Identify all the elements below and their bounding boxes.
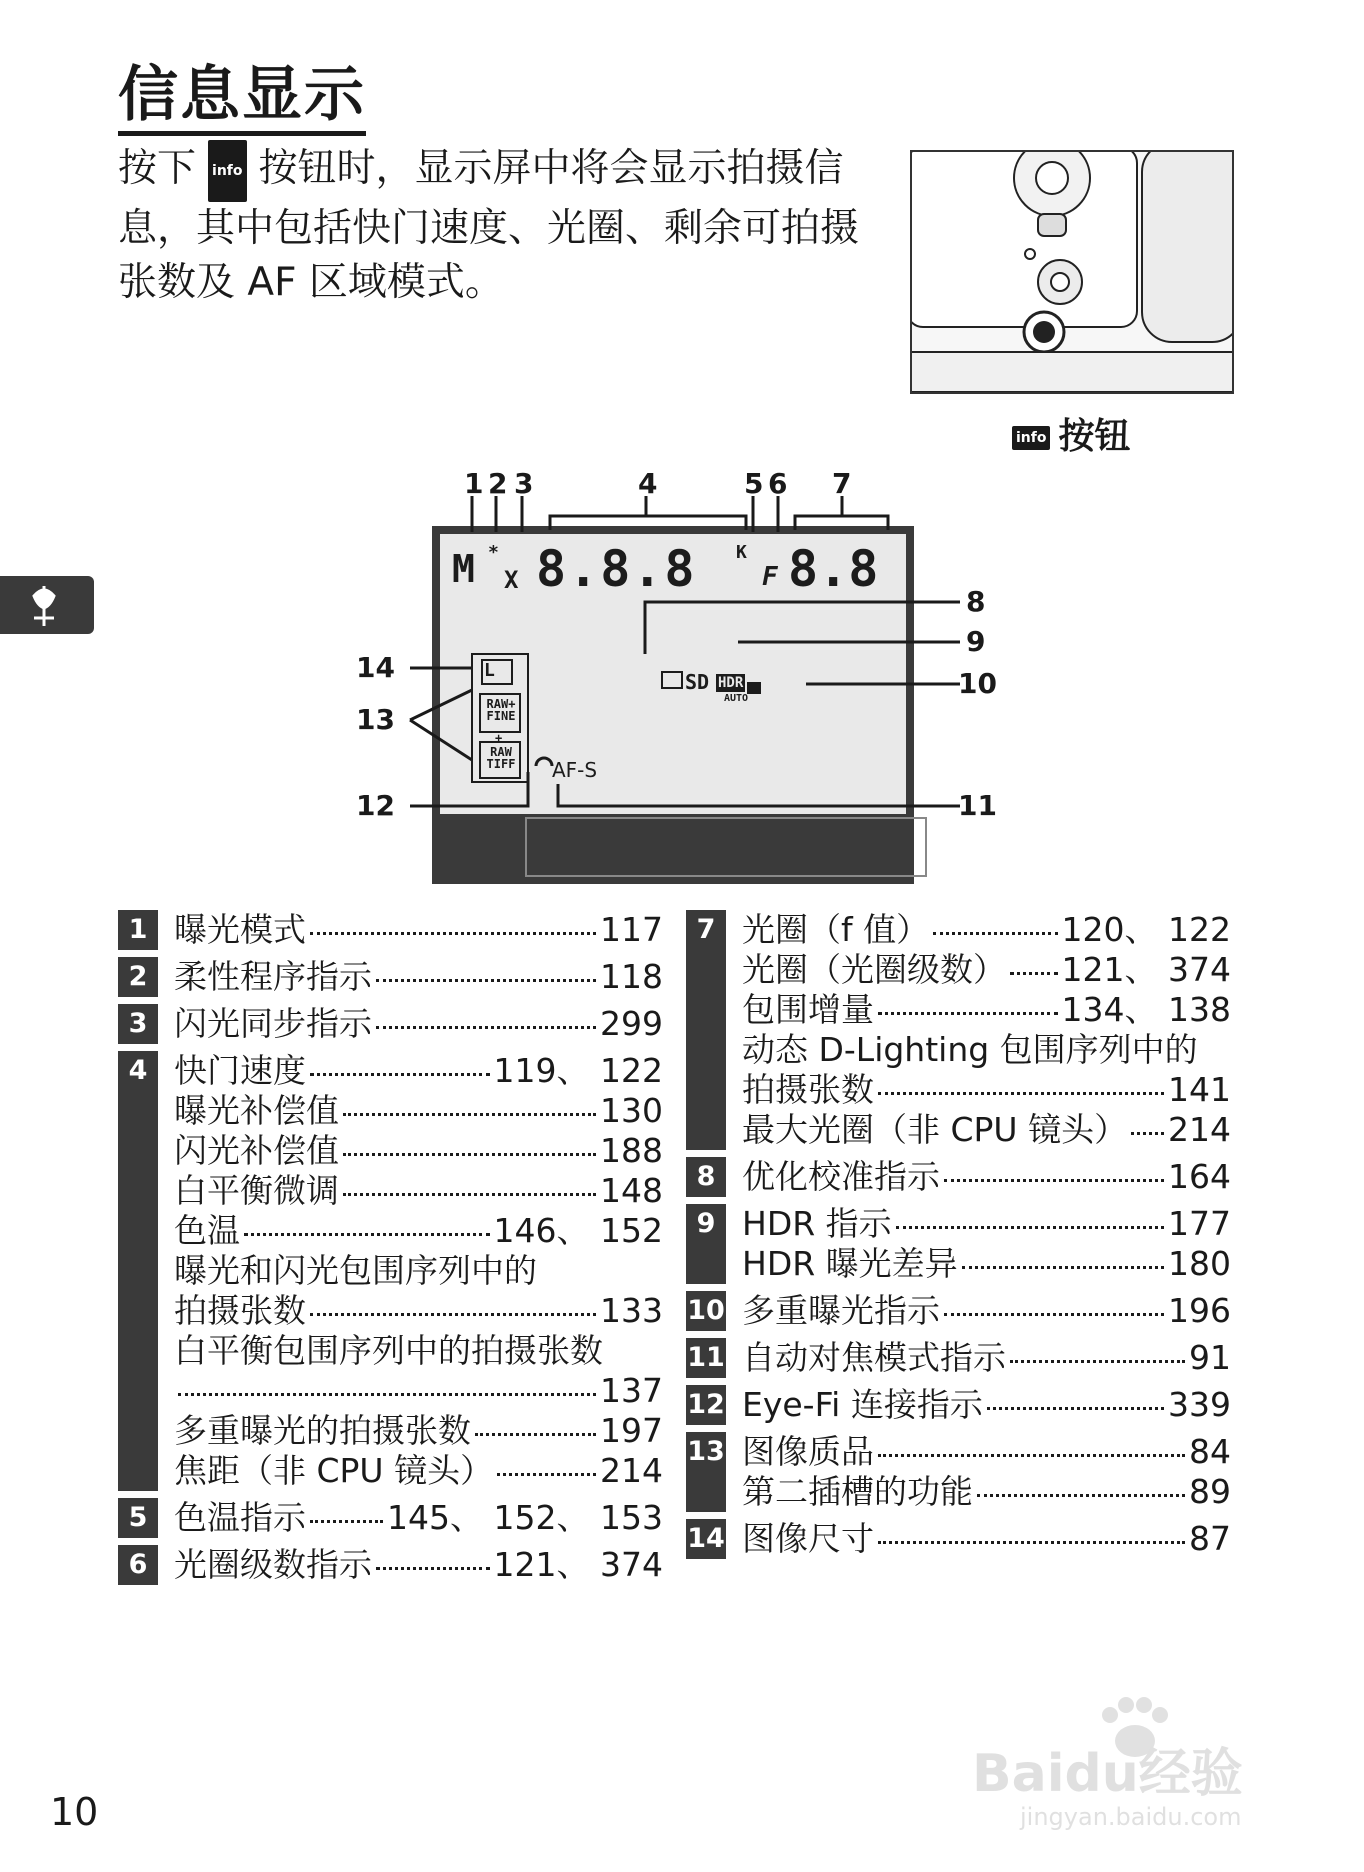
entry-number-badge: 12	[686, 1385, 726, 1425]
entry-line	[174, 1331, 663, 1371]
entry-page-ref[interactable]: 121、 374	[1061, 950, 1231, 989]
dot-leader	[310, 1520, 383, 1523]
entry-page-ref[interactable]: 133	[600, 1291, 663, 1330]
entry-line	[742, 1291, 1231, 1331]
entry-number-badge: 4	[118, 1051, 158, 1491]
entry-line	[174, 1411, 663, 1451]
info-button-caption	[1012, 408, 1131, 459]
dot-leader	[475, 1433, 596, 1436]
entry-label: Eye-Fi 连接指示	[742, 1385, 983, 1424]
lcd-raw-fine: RAW+ FINE	[486, 697, 516, 723]
callout-11: 11	[958, 789, 997, 822]
dot-leader	[310, 1313, 596, 1316]
entry-line	[174, 1451, 663, 1491]
callout-8: 8	[966, 585, 986, 618]
entry-label: 拍摄张数	[174, 1291, 306, 1330]
entry-line	[174, 1004, 663, 1044]
entry-page-ref[interactable]: 119、 122	[493, 1051, 663, 1090]
entry-line	[742, 1110, 1231, 1150]
dot-leader	[896, 1226, 1164, 1229]
callout-10: 10	[958, 667, 997, 700]
callout-9: 9	[966, 625, 986, 658]
reference-entry	[686, 1291, 1231, 1331]
dot-leader	[878, 1092, 1164, 1095]
entry-label: 色温指示	[174, 1498, 306, 1537]
entry-label: 图像质品	[742, 1432, 874, 1471]
entry-number-badge: 7	[686, 910, 726, 1150]
dot-leader	[878, 1541, 1185, 1544]
entry-page-ref[interactable]: 134、 138	[1061, 990, 1231, 1029]
wifi-icon	[536, 758, 552, 766]
callout-6: 6	[768, 467, 788, 500]
entry-page-ref[interactable]: 180	[1168, 1244, 1231, 1283]
entry-label: 曝光补偿值	[174, 1091, 339, 1130]
dot-leader	[933, 932, 1057, 935]
entry-page-ref[interactable]: 91	[1189, 1338, 1231, 1377]
entry-line	[174, 1091, 663, 1131]
entry-number-badge: 9	[686, 1204, 726, 1284]
callout-5: 5	[744, 467, 764, 500]
entry-page-ref[interactable]: 196	[1168, 1291, 1231, 1330]
entry-line	[742, 1472, 1231, 1512]
entry-line	[742, 1338, 1231, 1378]
entry-number-badge: 10	[686, 1291, 726, 1331]
entry-page-ref[interactable]: 130	[600, 1091, 663, 1130]
entry-page-ref[interactable]: 118	[600, 957, 663, 996]
reference-entry	[686, 1204, 1231, 1284]
picture-control-icon	[662, 672, 682, 688]
entry-line	[742, 1157, 1231, 1197]
lcd-flex: *	[488, 542, 499, 563]
entry-page-ref[interactable]: 177	[1168, 1204, 1231, 1243]
dot-leader	[310, 1073, 490, 1076]
entry-label: 光圈（光圈级数）	[742, 950, 1006, 989]
entry-line	[174, 1211, 663, 1251]
entry-page-ref[interactable]: 84	[1189, 1432, 1231, 1471]
entry-page-ref[interactable]: 188	[600, 1131, 663, 1170]
reference-entry	[686, 1385, 1231, 1425]
callout-1: 1	[464, 467, 484, 500]
watermark-url: jingyan.baidu.com	[1020, 1803, 1242, 1831]
entry-number-badge: 6	[118, 1545, 158, 1585]
entry-page-ref[interactable]: 148	[600, 1171, 663, 1210]
dot-leader	[878, 1454, 1185, 1457]
reference-entry	[118, 957, 663, 997]
entry-page-ref[interactable]: 146、 152	[493, 1211, 663, 1250]
watermark-brand: Baidu经验	[972, 1744, 1243, 1804]
entry-label: 第二插槽的功能	[742, 1472, 973, 1511]
callout-4: 4	[638, 467, 658, 500]
reference-entry	[118, 1545, 663, 1585]
dot-leader	[497, 1473, 596, 1476]
callout-7: 7	[832, 467, 852, 500]
dot-leader	[962, 1266, 1164, 1269]
reference-entry	[686, 1338, 1231, 1378]
entry-page-ref[interactable]: 87	[1189, 1519, 1231, 1558]
entry-page-ref[interactable]: 121、 374	[493, 1545, 663, 1584]
entry-label: 白平衡包围序列中的拍摄张数	[174, 1331, 603, 1370]
entry-line	[174, 910, 663, 950]
chapter-tab	[0, 576, 94, 634]
entry-page-ref[interactable]: 120、 122	[1061, 910, 1231, 949]
lcd-raw-tiff: RAW TIFF	[486, 745, 516, 771]
dot-leader	[376, 1567, 490, 1570]
entry-label: 柔性程序指示	[174, 957, 372, 996]
reference-list-right	[686, 910, 1231, 1566]
entry-line	[174, 1545, 663, 1585]
dot-leader	[944, 1179, 1164, 1182]
callout-13: 13	[356, 703, 395, 736]
entry-line	[742, 950, 1231, 990]
dot-leader	[343, 1193, 596, 1196]
reference-entry	[686, 1432, 1231, 1512]
reference-entry	[118, 1004, 663, 1044]
dot-leader	[1010, 1360, 1185, 1363]
callout-3: 3	[514, 467, 534, 500]
intro-paragraph	[118, 140, 888, 310]
entry-line	[742, 1385, 1231, 1425]
dot-leader	[343, 1113, 596, 1116]
lcd-mode: M	[452, 547, 475, 591]
entry-page-ref[interactable]: 214	[1168, 1110, 1231, 1149]
entry-page-ref[interactable]: 141	[1168, 1070, 1231, 1109]
reference-entry	[118, 1051, 663, 1491]
entry-line	[174, 1051, 663, 1091]
entry-number-badge: 5	[118, 1498, 158, 1538]
entry-label: 快门速度	[174, 1051, 306, 1090]
lcd-f: F	[762, 562, 778, 592]
entry-line	[742, 1204, 1231, 1244]
entry-label: HDR 曝光差异	[742, 1244, 958, 1283]
dot-leader	[343, 1153, 596, 1156]
entry-label: 闪光同步指示	[174, 1004, 372, 1043]
entry-number-badge: 1	[118, 910, 158, 950]
lcd-picture-control: SD	[685, 670, 710, 694]
dot-leader	[178, 1393, 596, 1396]
info-caption-label: 按钮	[1058, 416, 1131, 457]
chapter-icon	[0, 576, 94, 634]
entry-page-ref[interactable]: 117	[600, 910, 663, 949]
entry-label: 多重曝光的拍摄张数	[174, 1411, 471, 1450]
page-number: 10	[50, 1790, 99, 1834]
lcd-hdr-auto: AUTO	[724, 693, 749, 704]
callout-12: 12	[356, 789, 395, 822]
dot-leader	[310, 932, 596, 935]
entry-label: 优化校准指示	[742, 1157, 940, 1196]
entry-label: 光圈级数指示	[174, 1545, 372, 1584]
entry-number-badge: 2	[118, 957, 158, 997]
entry-label: 曝光模式	[174, 910, 306, 949]
entry-label: 包围增量	[742, 990, 874, 1029]
entry-label: 拍摄张数	[742, 1070, 874, 1109]
entry-number-badge: 14	[686, 1519, 726, 1559]
entry-page-ref[interactable]: 299	[600, 1004, 663, 1043]
entry-label: 白平衡微调	[174, 1171, 339, 1210]
entry-label: 最大光圈（非 CPU 镜头）	[742, 1110, 1128, 1149]
callout-14: 14	[356, 651, 395, 684]
entry-line	[174, 957, 663, 997]
dot-leader	[977, 1494, 1185, 1497]
reference-entry	[686, 1157, 1231, 1197]
entry-line	[174, 1131, 663, 1171]
entry-label: 曝光和闪光包围序列中的	[174, 1251, 537, 1290]
entry-page-ref[interactable]: 197	[600, 1411, 663, 1450]
lcd-diagram	[340, 467, 1040, 890]
lcd-af-mode: AF-S	[552, 758, 598, 782]
entry-line	[742, 990, 1231, 1030]
entry-number-badge: 3	[118, 1004, 158, 1044]
dot-leader	[376, 1026, 596, 1029]
watermark	[960, 1685, 1290, 1835]
entry-line	[742, 1244, 1231, 1284]
entry-number-badge: 13	[686, 1432, 726, 1512]
dot-leader	[1010, 972, 1058, 975]
entry-page-ref[interactable]: 137	[600, 1371, 663, 1410]
page-title: 信息显示	[118, 62, 366, 136]
lcd-k: K	[736, 542, 747, 563]
entry-line	[174, 1371, 663, 1411]
entry-page-ref[interactable]: 145、 152、 153	[387, 1498, 663, 1537]
dot-leader	[987, 1407, 1164, 1410]
lcd-aperture: 8.8	[788, 540, 879, 598]
info-button-icon: info	[208, 140, 246, 202]
entry-label: 动态 D-Lighting 包围序列中的	[742, 1030, 1198, 1069]
info-caption-icon: info	[1012, 426, 1050, 450]
entry-page-ref[interactable]: 339	[1168, 1385, 1231, 1424]
entry-label: 多重曝光指示	[742, 1291, 940, 1330]
entry-label: 光圈（f 值）	[742, 910, 930, 949]
dot-leader	[878, 1012, 1058, 1015]
entry-line	[174, 1171, 663, 1211]
entry-page-ref[interactable]: 89	[1189, 1472, 1231, 1511]
dot-leader	[1131, 1132, 1164, 1135]
dot-leader	[944, 1313, 1164, 1316]
dot-leader	[376, 979, 596, 982]
entry-label: 闪光补偿值	[174, 1131, 339, 1170]
dot-leader	[244, 1233, 490, 1236]
entry-line	[174, 1498, 663, 1538]
lcd-hdr: HDR	[718, 675, 744, 691]
lcd-image-size: L	[484, 660, 495, 681]
entry-label: 图像尺寸	[742, 1519, 874, 1558]
entry-line	[742, 1432, 1231, 1472]
entry-page-ref[interactable]: 164	[1168, 1157, 1231, 1196]
entry-label: 色温	[174, 1211, 240, 1250]
reference-entry	[118, 910, 663, 950]
entry-line	[174, 1251, 663, 1291]
entry-line	[742, 1519, 1231, 1559]
entry-line	[742, 910, 1231, 950]
intro-before: 按下	[118, 146, 197, 191]
entry-label: HDR 指示	[742, 1204, 892, 1243]
callout-2: 2	[488, 467, 508, 500]
entry-page-ref[interactable]: 214	[600, 1451, 663, 1490]
entry-label: 自动对焦模式指示	[742, 1338, 1006, 1377]
camera-back-illustration	[910, 150, 1234, 394]
lcd-shutter: 8.8.8	[536, 540, 697, 598]
entry-label: 焦距（非 CPU 镜头）	[174, 1451, 494, 1490]
reference-entry	[686, 910, 1231, 1150]
reference-entry	[686, 1519, 1231, 1559]
multiple-exposure-icon	[747, 682, 761, 694]
lcd-plus: +	[495, 731, 503, 745]
entry-line	[742, 1030, 1231, 1070]
entry-number-badge: 8	[686, 1157, 726, 1197]
intro-after: 按钮时，显示屏中将会显示拍摄信息，其中包括快门速度、光圈、剩余可拍摄张数及 AF 区域模式。	[118, 146, 860, 305]
entry-line	[174, 1291, 663, 1331]
entry-line	[742, 1070, 1231, 1110]
lcd-sync: X	[504, 566, 519, 594]
entry-number-badge: 11	[686, 1338, 726, 1378]
reference-entry	[118, 1498, 663, 1538]
reference-list-left	[118, 910, 663, 1592]
